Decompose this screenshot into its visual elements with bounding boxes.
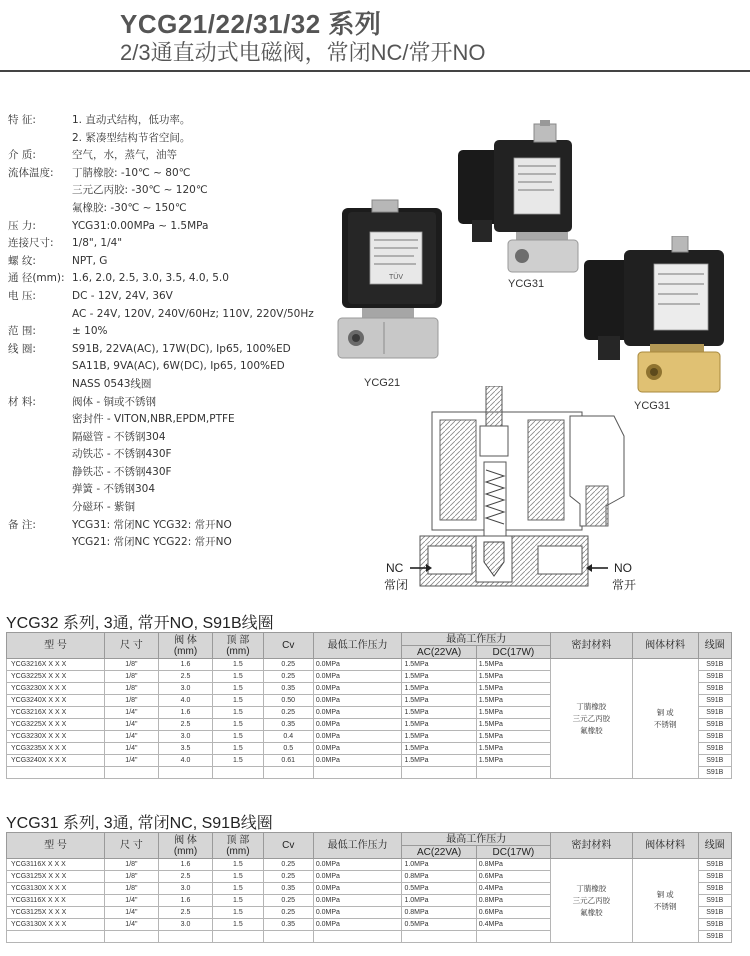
spec-value: AC - 24V, 120V, 240V/60Hz; 110V, 220V/50Hz: [72, 307, 314, 320]
header-top-unit: (mm): [226, 845, 250, 857]
header-ac: AC(22VA): [402, 846, 476, 859]
cell-model: YCG3230X X X X: [7, 731, 105, 743]
cell-model: YCG3125X X X X: [7, 907, 105, 919]
material-line: 铜 或: [656, 889, 674, 899]
spec-value: 静铁芯 - 不锈钢430F: [72, 465, 172, 478]
cell-ac: 1.5MPa: [402, 695, 476, 707]
cell-coil: S91B: [698, 931, 731, 943]
cell-body: 2.5: [158, 671, 212, 683]
cell-min-pressure: 0.0MPa: [313, 907, 402, 919]
cell-empty: [476, 931, 550, 943]
cell-ac: 1.5MPa: [402, 659, 476, 671]
cell-cv: 0.25: [263, 907, 313, 919]
cell-model: YCG3216X X X X: [7, 707, 105, 719]
cell-top: 1.5: [213, 907, 264, 919]
cell-ac: 1.5MPa: [402, 683, 476, 695]
cell-dc: 1.5MPa: [476, 731, 550, 743]
spec-values: [72, 288, 338, 323]
header-coil: 线圈: [698, 833, 731, 859]
cell-body: 1.6: [158, 707, 212, 719]
cell-min-pressure: 0.0MPa: [313, 883, 402, 895]
cell-dc: 1.5MPa: [476, 743, 550, 755]
cell-dc: 0.6MPa: [476, 907, 550, 919]
cell-empty: [7, 767, 105, 779]
cell-coil: S91B: [698, 743, 731, 755]
cell-cv: 0.61: [263, 755, 313, 767]
cell-ac: 1.5MPa: [402, 707, 476, 719]
cell-model: YCG3130X X X X: [7, 919, 105, 931]
ycg31-right-label: YCG31: [634, 400, 671, 412]
cell-cv: 0.35: [263, 719, 313, 731]
spec-value: 空气，水，蒸气，油等: [72, 149, 177, 162]
spec-row: [8, 323, 338, 341]
cell-size: 1/4": [104, 731, 158, 743]
cell-size: 1/4": [104, 707, 158, 719]
cell-body: 2.5: [158, 871, 212, 883]
cell-coil: S91B: [698, 707, 731, 719]
cell-empty: [476, 767, 550, 779]
spec-label: 连接尺寸:: [8, 237, 54, 250]
header-model: 型 号: [7, 633, 105, 659]
spec-label: 螺 纹:: [8, 254, 36, 267]
cell-min-pressure: 0.0MPa: [313, 859, 402, 871]
cell-coil: S91B: [698, 671, 731, 683]
spec-label: 材 料:: [8, 395, 36, 408]
cell-empty: [158, 931, 212, 943]
seal-line: 三元乙丙胶: [572, 895, 611, 905]
cell-cv: 0.25: [263, 707, 313, 719]
cell-ac: 0.8MPa: [402, 871, 476, 883]
cell-seal-material: [550, 859, 632, 943]
cell-dc: 0.6MPa: [476, 871, 550, 883]
cell-dc: 1.5MPa: [476, 707, 550, 719]
cell-empty: [402, 767, 476, 779]
cell-min-pressure: 0.0MPa: [313, 695, 402, 707]
cell-cv: 0.25: [263, 895, 313, 907]
cell-top: 1.5: [213, 707, 264, 719]
cell-seal-material: [550, 659, 632, 779]
cell-ac: 1.0MPa: [402, 895, 476, 907]
spec-value: 隔磁管 - 不锈钢304: [72, 430, 166, 443]
diagram-no-label: NO: [614, 561, 632, 575]
cell-top: 1.5: [213, 743, 264, 755]
cell-cv: 0.5: [263, 743, 313, 755]
spec-value: 弹簧 - 不锈钢304: [72, 483, 156, 496]
spec-row: [8, 341, 338, 394]
cell-top: 1.5: [213, 919, 264, 931]
spec-row: [8, 235, 338, 253]
seal-line: 丁腈橡胶: [576, 701, 607, 711]
header-min-pressure: 最低工作压力: [313, 633, 402, 659]
header-divider: [0, 70, 750, 72]
header-size: 尺 寸: [104, 633, 158, 659]
cell-model: YCG3216X X X X: [7, 659, 105, 671]
cell-model: YCG3240X X X X: [7, 755, 105, 767]
cell-body: 3.5: [158, 743, 212, 755]
cell-dc: 1.5MPa: [476, 659, 550, 671]
cell-cv: 0.25: [263, 859, 313, 871]
spec-row: [8, 288, 338, 323]
seal-line: 丁腈橡胶: [576, 883, 607, 893]
cell-model: YCG3225X X X X: [7, 671, 105, 683]
cell-size: 1/8": [104, 659, 158, 671]
specifications-list: [8, 112, 338, 552]
spec-value: DC - 12V, 24V, 36V: [72, 289, 173, 302]
spec-value: 氟橡胶: -30℃ ~ 150℃: [72, 201, 187, 214]
ycg31-brass-valve-photo: [580, 236, 730, 396]
diagram-no-cn-label: 常开: [612, 578, 637, 592]
cell-ac: 0.8MPa: [402, 907, 476, 919]
cell-coil: S91B: [698, 883, 731, 895]
cell-ac: 1.5MPa: [402, 743, 476, 755]
cell-coil: S91B: [698, 755, 731, 767]
cell-cv: 0.25: [263, 871, 313, 883]
cell-model: YCG3230X X X X: [7, 683, 105, 695]
page-title: YCG21/22/31/32 系列: [120, 9, 382, 39]
cell-size: 1/4": [104, 743, 158, 755]
spec-row: [8, 165, 338, 218]
spec-value: S91B, 22VA(AC), 17W(DC), Ip65, 100%ED: [72, 342, 291, 355]
ycg21-valve-photo: [336, 198, 456, 374]
cell-coil: S91B: [698, 895, 731, 907]
cell-empty: [402, 931, 476, 943]
cell-size: 1/8": [104, 695, 158, 707]
cell-cv: 0.25: [263, 659, 313, 671]
cell-top: 1.5: [213, 859, 264, 871]
header-body: [158, 833, 212, 859]
cell-min-pressure: 0.0MPa: [313, 671, 402, 683]
spec-values: [72, 165, 338, 218]
header-min-pressure: 最低工作压力: [313, 833, 402, 859]
material-line: 不锈钢: [653, 719, 677, 729]
cell-dc: 1.5MPa: [476, 695, 550, 707]
header-top: [213, 833, 264, 859]
header-top-text: 顶 部: [226, 834, 250, 846]
spec-value: NASS 0543线圈: [72, 377, 152, 390]
header-material: 阀体材料: [632, 633, 698, 659]
cell-min-pressure: 0.0MPa: [313, 755, 402, 767]
cell-empty: [213, 767, 264, 779]
cell-size: 1/8": [104, 871, 158, 883]
cell-model: YCG3125X X X X: [7, 871, 105, 883]
table-row: [7, 859, 732, 871]
spec-values: [72, 323, 338, 341]
material-line: 铜 或: [656, 707, 674, 717]
header-cv: Cv: [263, 833, 313, 859]
cell-body-material: [632, 659, 698, 779]
spec-row: [8, 270, 338, 288]
cell-size: 1/8": [104, 859, 158, 871]
spec-value: 密封件 - VITON,NBR,EPDM,PTFE: [72, 413, 235, 426]
cell-ac: 1.5MPa: [402, 671, 476, 683]
spec-value: 2. 紧凑型结构节省空间。: [72, 131, 191, 144]
spec-values: [72, 253, 338, 271]
cell-dc: 1.5MPa: [476, 683, 550, 695]
ycg32-spec-table: [6, 632, 732, 779]
cell-coil: S91B: [698, 719, 731, 731]
cell-body: 4.0: [158, 695, 212, 707]
spec-label: 线 圈:: [8, 342, 36, 355]
cell-min-pressure: 0.0MPa: [313, 707, 402, 719]
cell-empty: [313, 767, 402, 779]
spec-label: 介 质:: [8, 149, 36, 162]
header-dc: DC(17W): [476, 646, 550, 659]
ycg31-spec-table: [6, 832, 732, 943]
spec-row: [8, 253, 338, 271]
spec-row: [8, 517, 338, 552]
header-body-unit: (mm): [173, 845, 198, 857]
cell-body: 1.6: [158, 859, 212, 871]
cell-coil: S91B: [698, 767, 731, 779]
cell-min-pressure: 0.0MPa: [313, 719, 402, 731]
seal-line: 氟橡胶: [580, 725, 603, 735]
cell-cv: 0.50: [263, 695, 313, 707]
header-body-text: 阀 体: [174, 834, 197, 846]
spec-value: NPT, G: [72, 254, 108, 267]
header-top-unit: (mm): [226, 645, 250, 657]
header-body-text: 阀 体: [174, 634, 197, 646]
cell-min-pressure: 0.0MPa: [313, 731, 402, 743]
cell-model: YCG3116X X X X: [7, 895, 105, 907]
cell-dc: 1.5MPa: [476, 671, 550, 683]
spec-row: [8, 218, 338, 236]
cell-size: 1/8": [104, 883, 158, 895]
header-body: [158, 633, 212, 659]
cell-body: 1.6: [158, 895, 212, 907]
spec-values: [72, 112, 338, 147]
spec-value: 阀体 - 铜或不锈钢: [72, 395, 156, 408]
cell-size: 1/4": [104, 907, 158, 919]
spec-values: [72, 147, 338, 165]
cell-ac: 0.5MPa: [402, 919, 476, 931]
spec-value: YCG31:0.00MPa ~ 1.5MPa: [72, 219, 209, 232]
cell-min-pressure: 0.0MPa: [313, 743, 402, 755]
cell-cv: 0.35: [263, 883, 313, 895]
cell-body-material: [632, 859, 698, 943]
spec-values: [72, 341, 338, 394]
spec-value: 分磁环 - 紫铜: [72, 501, 135, 514]
spec-value: 1.6, 2.0, 2.5, 3.0, 3.5, 4.0, 5.0: [72, 272, 229, 285]
cell-coil: S91B: [698, 731, 731, 743]
table1-title: YCG32 系列, 3通, 常开NO, S91B线圈: [6, 615, 274, 632]
spec-values: [72, 235, 338, 253]
spec-row: [8, 147, 338, 165]
cell-coil: S91B: [698, 695, 731, 707]
cell-coil: S91B: [698, 859, 731, 871]
cell-dc: 0.4MPa: [476, 883, 550, 895]
valve-cross-section-diagram: [380, 386, 640, 602]
cell-coil: S91B: [698, 919, 731, 931]
header-body-unit: (mm): [173, 645, 198, 657]
cell-size: 1/4": [104, 719, 158, 731]
cell-dc: 0.8MPa: [476, 859, 550, 871]
table-row: [7, 659, 732, 671]
cell-empty: [7, 931, 105, 943]
cell-empty: [158, 767, 212, 779]
spec-value: 三元乙丙胶: -30℃ ~ 120℃: [72, 184, 208, 197]
cell-top: 1.5: [213, 683, 264, 695]
spec-value: 动铁芯 - 不锈钢430F: [72, 448, 172, 461]
cell-top: 1.5: [213, 695, 264, 707]
cell-empty: [313, 931, 402, 943]
cell-empty: [263, 931, 313, 943]
spec-label: 范 围:: [8, 325, 36, 338]
cell-coil: S91B: [698, 907, 731, 919]
cell-top: 1.5: [213, 659, 264, 671]
header-top: [213, 633, 264, 659]
cell-size: 1/4": [104, 755, 158, 767]
cell-model: YCG3225X X X X: [7, 719, 105, 731]
cell-model: YCG3116X X X X: [7, 859, 105, 871]
cell-size: 1/4": [104, 895, 158, 907]
cell-model: YCG3240X X X X: [7, 695, 105, 707]
cell-coil: S91B: [698, 871, 731, 883]
cell-min-pressure: 0.0MPa: [313, 683, 402, 695]
cell-size: 1/4": [104, 919, 158, 931]
cell-empty: [104, 767, 158, 779]
cell-empty: [104, 931, 158, 943]
ycg31-stainless-valve-photo: [456, 120, 586, 280]
cell-ac: 1.0MPa: [402, 859, 476, 871]
cell-empty: [263, 767, 313, 779]
cell-ac: 1.5MPa: [402, 731, 476, 743]
cell-cv: 0.25: [263, 671, 313, 683]
cell-top: 1.5: [213, 719, 264, 731]
spec-label: 流体温度:: [8, 166, 54, 179]
cell-ac: 1.5MPa: [402, 719, 476, 731]
ycg31-top-label: YCG31: [508, 278, 545, 290]
cell-size: 1/8": [104, 671, 158, 683]
header-top-text: 顶 部: [226, 634, 250, 646]
spec-value: YCG31: 常闭NC YCG32: 常开NO: [72, 518, 232, 531]
spec-values: [72, 394, 338, 517]
cell-cv: 0.4: [263, 731, 313, 743]
spec-row: [8, 394, 338, 517]
seal-line: 三元乙丙胶: [572, 713, 611, 723]
spec-value: ± 10%: [72, 325, 108, 338]
cell-top: 1.5: [213, 871, 264, 883]
header-seal: 密封材料: [550, 633, 632, 659]
cell-top: 1.5: [213, 755, 264, 767]
tuv-mark: TÜV: [389, 274, 403, 281]
cell-top: 1.5: [213, 671, 264, 683]
cell-model: YCG3130X X X X: [7, 883, 105, 895]
spec-label: 通 径(mm):: [8, 272, 65, 285]
header-dc: DC(17W): [476, 846, 550, 859]
cell-min-pressure: 0.0MPa: [313, 871, 402, 883]
table2-title: YCG31 系列, 3通, 常闭NC, S91B线圈: [6, 815, 273, 832]
header-material: 阀体材料: [632, 833, 698, 859]
cell-body: 2.5: [158, 907, 212, 919]
cell-dc: 1.5MPa: [476, 755, 550, 767]
cell-body: 3.0: [158, 731, 212, 743]
cell-empty: [213, 931, 264, 943]
cell-body: 3.0: [158, 683, 212, 695]
spec-value: YCG21: 常闭NC YCG22: 常开NO: [72, 536, 232, 549]
header-max-pressure: 最高工作压力: [402, 633, 551, 646]
cell-size: 1/8": [104, 683, 158, 695]
cell-coil: S91B: [698, 659, 731, 671]
spec-value: 1. 直动式结构，低功率。: [72, 114, 191, 126]
spec-row: [8, 112, 338, 147]
spec-values: [72, 517, 338, 552]
seal-line: 氟橡胶: [580, 907, 603, 917]
cell-cv: 0.35: [263, 683, 313, 695]
cell-body: 2.5: [158, 719, 212, 731]
cell-top: 1.5: [213, 883, 264, 895]
cell-min-pressure: 0.0MPa: [313, 895, 402, 907]
spec-values: [72, 218, 338, 236]
cell-body: 1.6: [158, 659, 212, 671]
cell-model: YCG3235X X X X: [7, 743, 105, 755]
cell-body: 3.0: [158, 883, 212, 895]
header-coil: 线圈: [698, 633, 731, 659]
cell-body: 4.0: [158, 755, 212, 767]
diagram-nc-label: NC: [386, 561, 404, 575]
header-max-pressure: 最高工作压力: [402, 833, 551, 846]
header-seal: 密封材料: [550, 833, 632, 859]
cell-top: 1.5: [213, 895, 264, 907]
cell-top: 1.5: [213, 731, 264, 743]
spec-label: 备 注:: [8, 518, 36, 531]
cell-coil: S91B: [698, 683, 731, 695]
cell-dc: 0.8MPa: [476, 895, 550, 907]
cell-min-pressure: 0.0MPa: [313, 919, 402, 931]
cell-min-pressure: 0.0MPa: [313, 659, 402, 671]
header-cv: Cv: [263, 633, 313, 659]
cell-body: 3.0: [158, 919, 212, 931]
spec-values: [72, 270, 338, 288]
spec-value: 1/8", 1/4": [72, 237, 123, 250]
spec-label: 压 力:: [8, 219, 36, 232]
page-subtitle: 2/3通直动式电磁阀，常闭NC/常开NO: [120, 40, 486, 65]
cell-dc: 1.5MPa: [476, 719, 550, 731]
cell-ac: 1.5MPa: [402, 755, 476, 767]
spec-label: 特 征:: [8, 114, 36, 126]
spec-label: 电 压:: [8, 289, 36, 302]
diagram-nc-cn-label: 常闭: [384, 578, 409, 592]
cell-ac: 0.5MPa: [402, 883, 476, 895]
header-size: 尺 寸: [104, 833, 158, 859]
cell-dc: 0.4MPa: [476, 919, 550, 931]
spec-value: SA11B, 9VA(AC), 6W(DC), Ip65, 100%ED: [72, 360, 285, 373]
spec-value: 丁腈橡胶: -10℃ ~ 80℃: [72, 166, 191, 179]
material-line: 不锈钢: [653, 901, 677, 911]
header-model: 型 号: [7, 833, 105, 859]
header-ac: AC(22VA): [402, 646, 476, 659]
cell-cv: 0.35: [263, 919, 313, 931]
ycg21-label: YCG21: [364, 377, 401, 389]
